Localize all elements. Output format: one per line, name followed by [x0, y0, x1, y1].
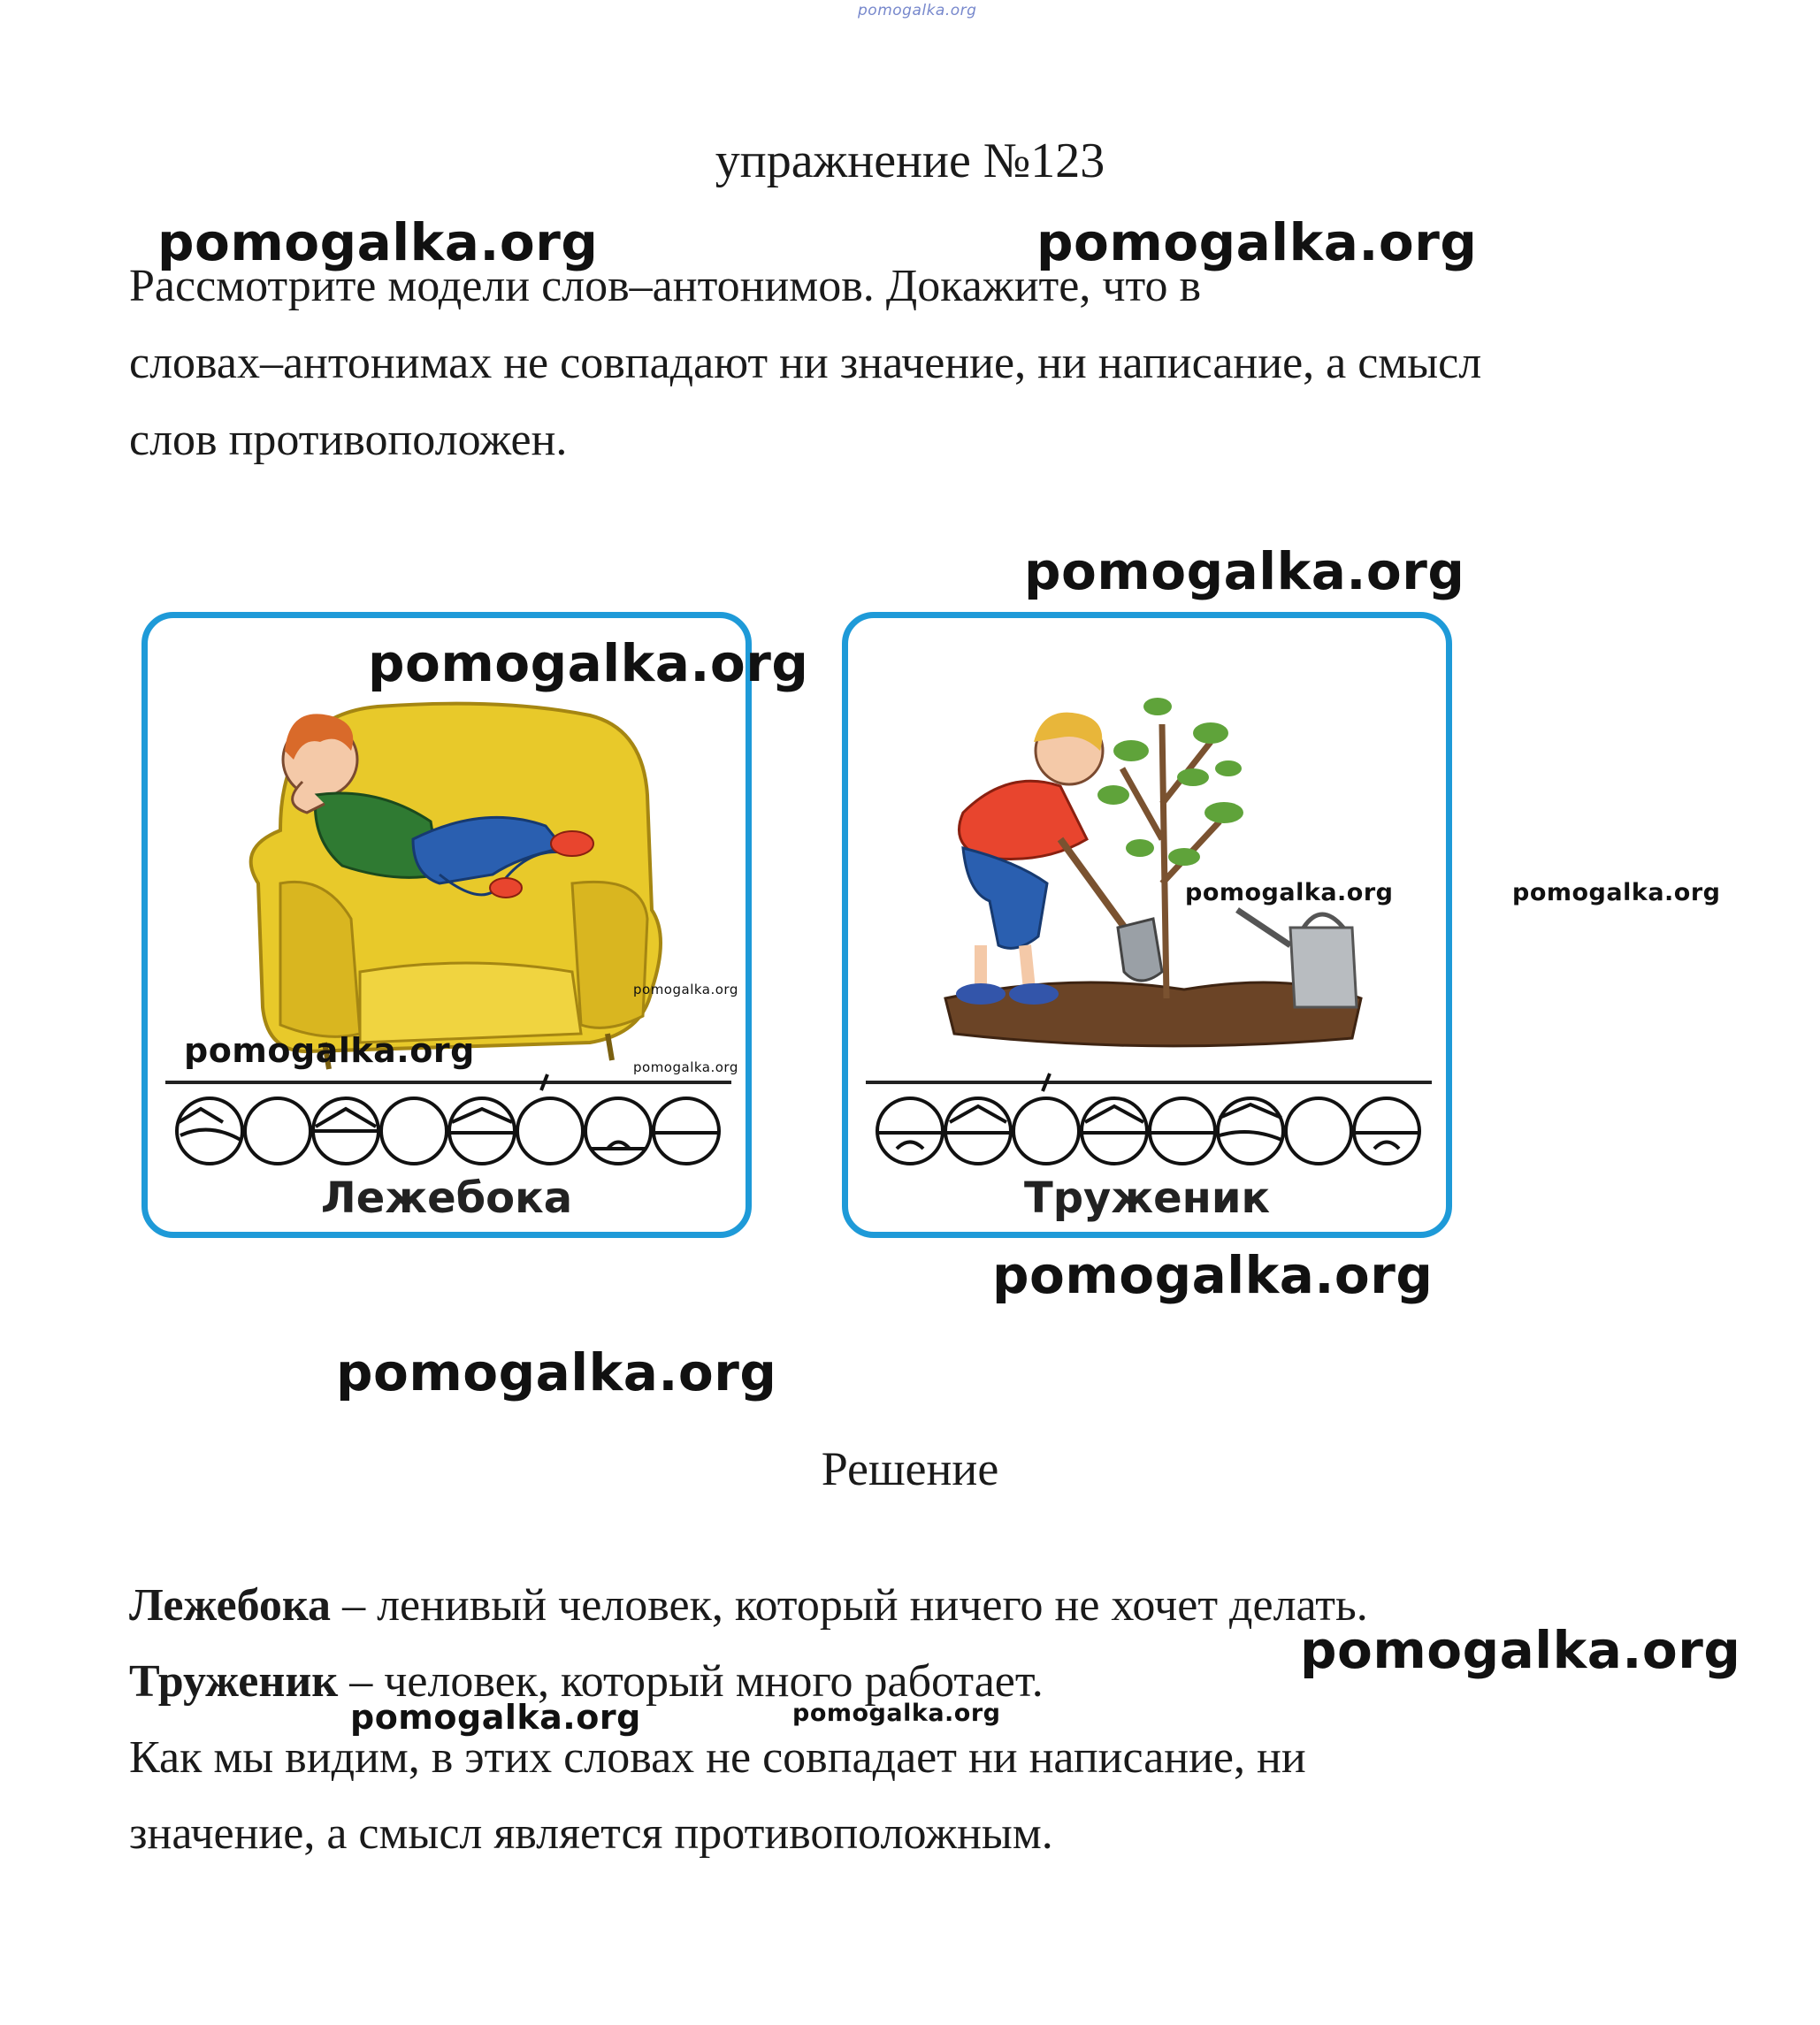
- exercise-title: упражнение №123: [715, 134, 1105, 188]
- watermark: pomogalka.org: [1036, 212, 1478, 272]
- watermark: pomogalka.org: [1300, 1620, 1741, 1680]
- task-line: Рассмотрите модели слов–антонимов. Докажите, что в: [129, 261, 1202, 311]
- term-worker: Труженик: [129, 1656, 339, 1707]
- planting-boy-illustration: [848, 618, 1446, 1232]
- term-lazybones: Лежебока: [129, 1580, 332, 1631]
- watermark: pomogalka.org: [792, 1700, 1001, 1727]
- watermark: pomogalka.org: [633, 982, 738, 997]
- watermark: pomogalka.org: [1512, 879, 1721, 906]
- solution-heading: Решение: [821, 1442, 999, 1495]
- definition-lazybones: [129, 1579, 1368, 1631]
- watermark: pomogalka.org: [350, 1698, 641, 1737]
- card-word-worker: Труженик: [1023, 1173, 1271, 1223]
- task-text: [129, 248, 1721, 478]
- watermark: pomogalka.org: [184, 1031, 475, 1070]
- watermark: pomogalka.org: [1024, 541, 1465, 601]
- armchair-boy-illustration: [148, 618, 746, 1232]
- watermark: pomogalka.org: [157, 212, 599, 272]
- watermark: pomogalka.org: [336, 1342, 777, 1402]
- watermark: pomogalka.org: [1185, 879, 1394, 906]
- task-line: словах–антонимах не совпадают ни значение, ни написание, а смысл: [129, 338, 1482, 388]
- task-line: слов противоположен.: [129, 415, 568, 465]
- conclusion-line: значение, а смысл является противоположным.: [129, 1808, 1053, 1859]
- watermark: pomogalka.org: [633, 1059, 738, 1075]
- definition-text: – человек, который много работает.: [338, 1656, 1044, 1707]
- header-site: pomogalka.org: [858, 2, 977, 19]
- conclusion-line: Как мы видим, в этих словах не совпадает ни написание, ни: [129, 1732, 1306, 1783]
- definition-text: – ленивый человек, который ничего не хочет делать.: [331, 1580, 1368, 1631]
- card-lazybones: [141, 612, 752, 1238]
- watermark: pomogalka.org: [368, 633, 809, 693]
- watermark: pomogalka.org: [992, 1245, 1434, 1305]
- card-worker: [842, 612, 1452, 1238]
- card-word-lazybones: Лежебока: [320, 1173, 573, 1223]
